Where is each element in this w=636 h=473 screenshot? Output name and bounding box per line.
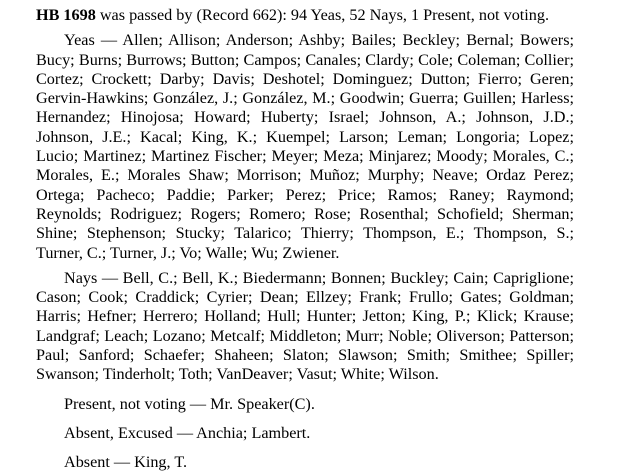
vote-result: was passed by (Record 662): 94 Yeas, 52 Nays, 1 Present, not voting. — [95, 6, 550, 24]
vote-record — [36, 6, 574, 473]
bill-number: HB 1698 — [36, 6, 96, 24]
yeas-list: Yeas — Allen; Allison; Anderson; Ashby; Bailes; Beckley; Bernal; Bowers; Bucy; Burns; Burrows; Button; Campos; Canales; Clardy; Cole; Coleman; Collier; Cortez; Crockett; Darby; Davis; Deshotel; Dominguez; Dutton; Fierro; Geren; Gervin-Hawkins; González, J.; González, M.; Goodwin; Guerra; Guillen; Harless; Hernandez; Hinojosa; Howard; Huberty; Israel; Johnson, A.; Johnson, J.D.; Johnson, J.E.; Kacal; King, K.; Kuempel; Larson; Leman; Longoria; Lopez; Lucio; Martinez; Martinez Fischer; Meyer; Meza; Minjarez; Moody; Morales, C.; Morales, E.; Morales Shaw; Morrison; Muñoz; Murphy; Neave; Ordaz Perez; Ortega; Pacheco; Paddie; Parker; Perez; Price; Ramos; Raney; Raymond; Reynolds; Rodriguez; Rogers; Romero; Rose; Rosenthal; Schofield; Sherman; Shine; Stephenson; Stucky; Talarico; Thierry; Thompson, E.; Thompson, S.; Turner, C.; Turner, J.; Vo; Walle; Wu; Zwiener. — [36, 31, 574, 262]
nays-list: Nays — Bell, C.; Bell, K.; Biedermann; Bonnen; Buckley; Cain; Capriglione; Cason; Cook; Craddick; Cyrier; Dean; Ellzey; Frank; Frullo; Gates; Goldman; Harris; Hefner; Herrero; Holland; Hull; Hunter; Jetton; King, P.; Klick; Krause; Landgraf; Leach; Lozano; Metcalf; Middleton; Murr; Noble; Oliverson; Patterson; Paul; Sanford; Schaefer; Shaheen; Slaton; Slawson; Smith; Smithee; Spiller; Swanson; Tinderholt; Toth; VanDeaver; Vasut; White; Wilson. — [36, 268, 574, 384]
absent: Absent — King, T. — [64, 453, 188, 472]
absent-excused: Absent, Excused — Anchia; Lambert. — [64, 423, 311, 442]
vote-summary — [36, 6, 574, 25]
present-not-voting: Present, not voting — Mr. Speaker(C). — [64, 394, 315, 413]
